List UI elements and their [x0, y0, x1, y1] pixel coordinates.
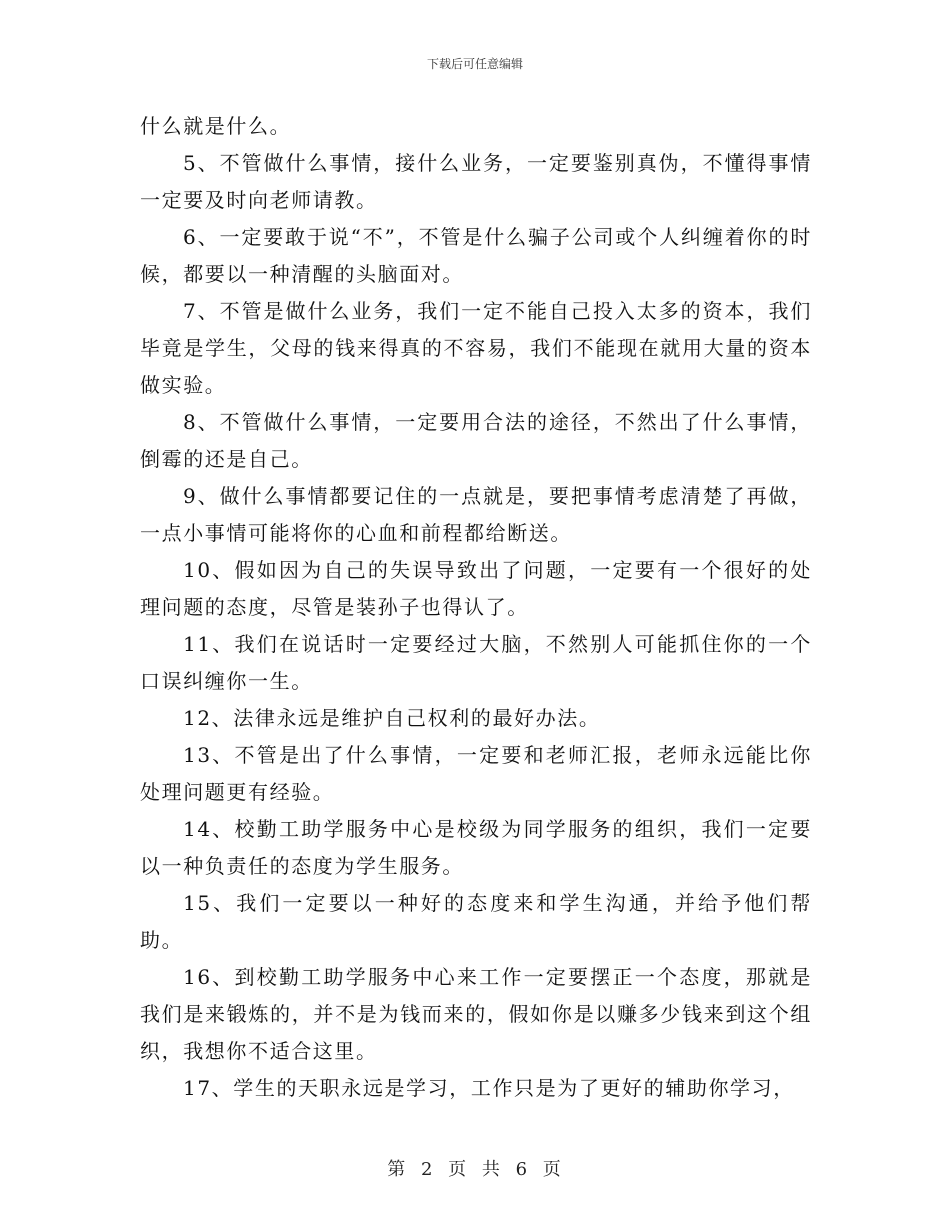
- document-body: [140, 108, 812, 1107]
- paragraph-item-8: 8、不管做什么事情，一定要用合法的途径，不然出了什么事情，倒霉的还是自己。: [140, 410, 812, 471]
- footer-prefix: 第: [387, 1159, 408, 1180]
- paragraph-item-12: 12、法律永远是维护自己权利的最好办法。: [183, 706, 601, 730]
- paragraph-item-10: 10、假如因为自己的失误导致出了问题，一定要有一个很好的处理问题的态度，尽管是装孙子也得认了。: [140, 558, 812, 619]
- footer-total-pages: 6: [515, 1159, 530, 1180]
- footer-suffix: 页: [542, 1159, 563, 1180]
- footer-total-word: 共: [481, 1159, 502, 1180]
- paragraph-continued: 什么就是什么。: [140, 114, 292, 138]
- paragraph-item-17: 17、学生的天职永远是学习，工作只是为了更好的辅助你学习，: [183, 1076, 795, 1100]
- page-header: 下载后可任意编辑: [426, 57, 523, 71]
- paragraph-item-11: 11、我们在说话时一定要经过大脑，不然别人可能抓住你的一个口误纠缠你一生。: [140, 632, 812, 693]
- paragraph-item-9: 9、做什么事情都要记住的一点就是，要把事情考虑清楚了再做，一点小事情可能将你的心血和前程都给断送。: [140, 484, 812, 545]
- paragraph-item-14: 14、校勤工助学服务中心是校级为同学服务的组织，我们一定要以一种负责任的态度为学生服务。: [140, 817, 812, 878]
- paragraph-item-16: 16、到校勤工助学服务中心来工作一定要摆正一个态度，那就是我们是来锻炼的，并不是为钱而来的，假如你是以赚多少钱来到这个组织，我想你不适合这里。: [140, 965, 812, 1063]
- paragraph-item-7: 7、不管是做什么业务，我们一定不能自己投入太多的资本，我们毕竟是学生，父母的钱来得真的不容易，我们不能现在就用大量的资本做实验。: [140, 299, 812, 397]
- page-footer: [0, 1155, 950, 1181]
- paragraph-item-13: 13、不管是出了什么事情，一定要和老师汇报，老师永远能比你处理问题更有经验。: [140, 743, 812, 804]
- paragraph-item-5: 5、不管做什么事情，接什么业务，一定要鉴别真伪，不懂得事情一定要及时向老师请教。: [140, 151, 812, 212]
- footer-current-page: 2: [420, 1159, 435, 1180]
- paragraph-item-15: 15、我们一定要以一种好的态度来和学生沟通，并给予他们帮助。: [140, 891, 812, 952]
- footer-page-word: 页: [448, 1159, 469, 1180]
- paragraph-item-6: 6、一定要敢于说“不”，不管是什么骗子公司或个人纠缠着你的时候，都要以一种清醒的头脑面对。: [140, 225, 812, 286]
